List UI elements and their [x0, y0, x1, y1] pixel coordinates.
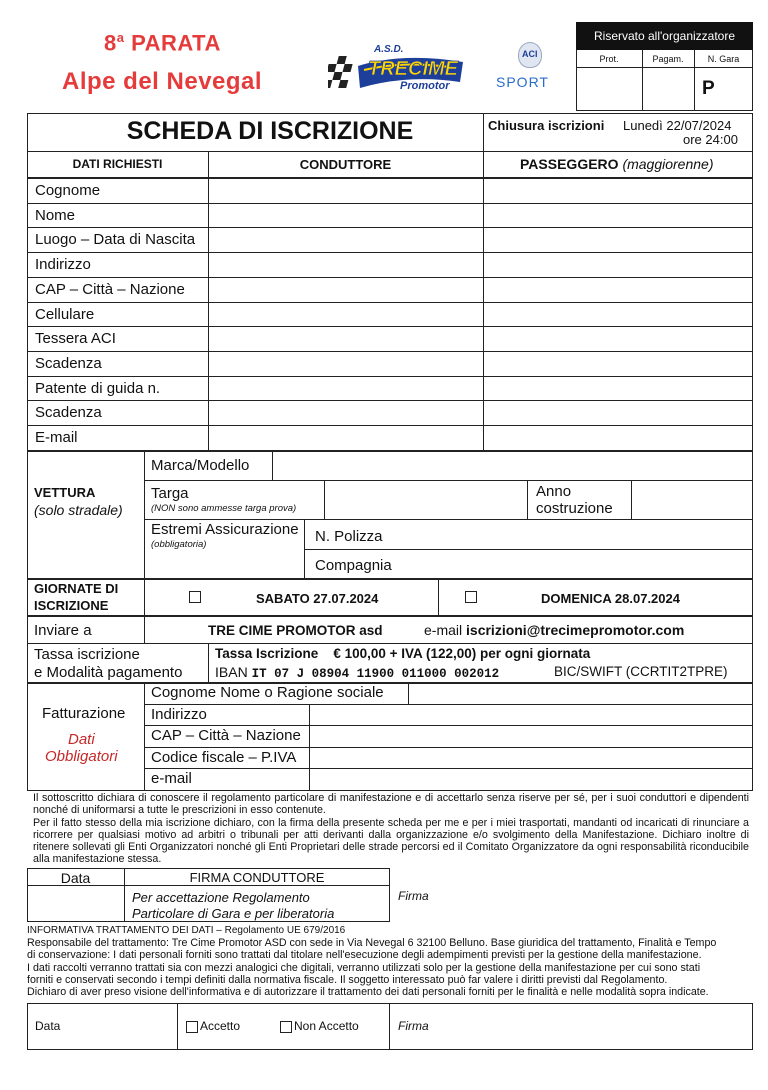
billing-row-label: Cognome Nome o Ragione sociale [151, 684, 384, 701]
personal-row-label: E-mail [35, 429, 78, 446]
billing-field[interactable] [310, 705, 753, 726]
payment-label-line2: e Modalità pagamento [34, 664, 183, 681]
send-email: e-mail iscrizioni@trecimepromotor.com [424, 622, 685, 638]
header-dati-richiesti: DATI RICHIESTI [72, 157, 163, 171]
trecime-name: TRECIME [368, 58, 458, 80]
days-label-line2: ISCRIZIONE [34, 598, 109, 613]
fee-text: Tassa Iscrizione € 100,00 + IVA (122,00) per ogni giornata [215, 646, 591, 661]
privacy-text: Responsabile del trattamento: Tre Cime Promotor ASD con sede in Via Nevegal 6 32100 Belluno. Base giuridica del trattamento, Finalità e Tempo di conservazione: I dati personali forniti sono trattati dal titolare nell'esecuzione degli adempimenti previsti per la gestione della manifestazione. I dati raccolti verranno trattati sia con mezzi analogici che digitali, verranno utilizzati solo per la gestione della manifestazione per cui sono stati forniti e conservati secondo i tempi definiti dalla normativa fiscale. Il soggetto interessato può far valere i diritti previsti dal Regolamento. Dichiaro di aver preso visione dell'informativa e di autorizzare il trattamento dei dati personali forniti per le finalità e nelle modalità sopra indicate. [27, 937, 717, 999]
payment-label-line1: Tassa iscrizione [34, 646, 140, 663]
consent-signature-field[interactable] [390, 1004, 752, 1049]
billing-note-line1: Dati [68, 731, 95, 748]
passeggero-field[interactable] [484, 376, 753, 400]
personal-row-label: Scadenza [35, 404, 102, 422]
iban-value: IT 07 J 08904 11900 011000 002012 [251, 667, 500, 681]
organizer-col-ngara: N. Gara [707, 54, 740, 64]
billing-row-label: e-mail [151, 770, 192, 788]
saturday-label: SABATO 27.07.2024 [256, 591, 379, 606]
conduttore-field[interactable] [209, 178, 483, 202]
event-title-line2: Alpe del Nevegal [62, 68, 263, 95]
conduttore-field[interactable] [209, 203, 483, 227]
conduttore-field[interactable] [209, 376, 483, 400]
trecime-sub: Promotor [400, 80, 450, 92]
declaration-text: Il sottoscritto dichiara di conoscere il regolamento particolare di manifestazione e di accettarlo senza riserve per sé, per i suoi conduttori e dipendenti nonché di uniformarsi a tutte le prescrizioni in esso contenute. Per il fatto stesso della mia iscrizione dichiaro, con la firma della presente scheda per me e per i miei trasportati, mandanti od incaricati di rinunciare a ricorrere per qualsiasi motivo ad arbitri o tribunali per atti derivanti dalla organizzazione e/o svolgimento della Manifestazione. Dichiaro inoltre di ritenere sollevati gli Enti Organizzatori nonché gli Enti Proprietari delle strade percorsi ed il Comitato Organizzatore da ogni responsabilità riconducibile alla manifestazione stessa. [33, 792, 749, 866]
days-label-line1: GIORNATE DI [34, 581, 119, 596]
passeggero-field[interactable] [484, 277, 753, 301]
bic-text: BIC/SWIFT (CCRTIT2TPRE) [554, 664, 728, 679]
billing-note-line2: Obbligatori [45, 748, 118, 765]
form-title: SCHEDA DI ISCRIZIONE [126, 117, 414, 145]
signature-firma-conduttore: FIRMA CONDUTTORE [189, 870, 325, 885]
accetto-checkbox[interactable] [186, 1021, 198, 1033]
marca-field[interactable] [272, 451, 753, 480]
conduttore-field[interactable] [209, 326, 483, 350]
closing-time: ore 24:00 [683, 132, 738, 147]
iban-line: IBAN IT 07 J 08904 11900 011000 002012 [215, 664, 500, 681]
personal-row-label: Scadenza [35, 354, 102, 372]
non-accetto-checkbox[interactable] [280, 1021, 292, 1033]
signature-date-field[interactable] [28, 886, 124, 921]
accept-line2: Particolare di Gara e per liberatoria [132, 906, 335, 921]
signature-data-label: Data [60, 870, 91, 886]
closing-date: Lunedì 22/07/2024 [623, 118, 732, 133]
vehicle-sublabel: (solo stradale) [34, 502, 123, 518]
passeggero-field[interactable] [484, 203, 753, 227]
header-conduttore: CONDUTTORE [299, 157, 392, 172]
assicurazione-note: (obbligatoria) [151, 539, 207, 550]
header-passeggero: PASSEGGERO (maggiorenne) [520, 156, 714, 172]
billing-row-label: CAP – Città – Nazione [151, 727, 301, 745]
organizer-col-prot: Prot. [599, 54, 619, 64]
compagnia-label: Compagnia [315, 557, 392, 574]
billing-label: Fatturazione [42, 705, 126, 722]
personal-row-label: Cellulare [35, 305, 95, 323]
targa-note: (NON sono ammesse targa prova) [151, 503, 297, 514]
conduttore-field[interactable] [209, 400, 483, 424]
passeggero-field[interactable] [484, 302, 753, 326]
organizer-gara-value: P [702, 78, 715, 99]
passeggero-field[interactable] [484, 351, 753, 375]
accept-line1: Per accettazione Regolamento [132, 890, 310, 905]
passeggero-field[interactable] [484, 326, 753, 350]
billing-row-label: Indirizzo [151, 705, 207, 723]
passeggero-field[interactable] [484, 252, 753, 276]
compagnia-field[interactable] [420, 550, 753, 578]
personal-row-label: Luogo – Data di Nascita [35, 231, 196, 249]
marca-label: Marca/Modello [151, 457, 250, 474]
conduttore-field[interactable] [209, 351, 483, 375]
conduttore-field[interactable] [209, 425, 483, 449]
personal-row-label: Indirizzo [35, 256, 91, 274]
trecime-logo [328, 44, 476, 100]
billing-field[interactable] [310, 748, 753, 769]
targa-label: Targa [151, 485, 189, 502]
passeggero-field[interactable] [484, 178, 753, 202]
billing-field[interactable] [310, 769, 753, 790]
personal-row-label: Nome [35, 206, 76, 224]
conduttore-field[interactable] [209, 227, 483, 251]
billing-field[interactable] [310, 726, 753, 747]
vehicle-label: VETTURA [34, 485, 96, 500]
consent-data-label: Data [35, 1019, 61, 1033]
trecime-asd: A.S.D. [374, 44, 404, 55]
anno-field[interactable] [632, 481, 753, 519]
consent-firma-label: Firma [398, 1019, 429, 1033]
billing-field[interactable] [409, 683, 753, 704]
organizer-header-text: Riservato all'organizzatore [593, 29, 736, 43]
costruzione-label: costruzione [536, 500, 613, 517]
aci-shield-icon: ACI [518, 42, 542, 68]
assicurazione-label: Estremi Assicurazione [151, 521, 299, 538]
personal-row-label: Cognome [35, 182, 101, 199]
sunday-label: DOMENICA 28.07.2024 [541, 591, 680, 606]
accetto-label: Accetto [200, 1019, 241, 1033]
personal-row-label: Patente di guida n. [35, 379, 161, 397]
send-label: Inviare a [34, 622, 92, 639]
saturday-checkbox[interactable] [189, 591, 201, 603]
targa-field[interactable] [325, 481, 527, 519]
aci-sport-logo [494, 40, 566, 94]
passeggero-field[interactable] [484, 227, 753, 251]
sunday-checkbox[interactable] [465, 591, 477, 603]
polizza-label: N. Polizza [315, 528, 383, 545]
passeggero-field[interactable] [484, 400, 753, 424]
conduttore-field[interactable] [209, 302, 483, 326]
anno-label: Anno [536, 483, 572, 500]
conduttore-field[interactable] [209, 277, 483, 301]
signature-field[interactable] [390, 868, 753, 922]
passeggero-field[interactable] [484, 425, 753, 449]
billing-row-label: Codice fiscale – P.IVA [151, 748, 297, 766]
privacy-title: INFORMATIVA TRATTAMENTO DEI DATI – Regolamento UE 679/2016 [27, 925, 346, 936]
signature-firma-label: Firma [398, 889, 429, 903]
personal-row-label: CAP – Città – Nazione [35, 280, 185, 298]
closing-label: Chiusura iscrizioni [488, 118, 605, 133]
polizza-field[interactable] [420, 520, 753, 549]
non-accetto-label: Non Accetto [294, 1019, 359, 1033]
send-name: TRE CIME PROMOTOR asd [208, 623, 383, 638]
organizer-col-pagam: Pagam. [652, 54, 684, 64]
personal-row-label: Tessera ACI [35, 330, 116, 348]
conduttore-field[interactable] [209, 252, 483, 276]
event-title-line1: 8$^a$ PARATA [104, 30, 221, 56]
aci-sport-text: SPORT [496, 74, 549, 90]
